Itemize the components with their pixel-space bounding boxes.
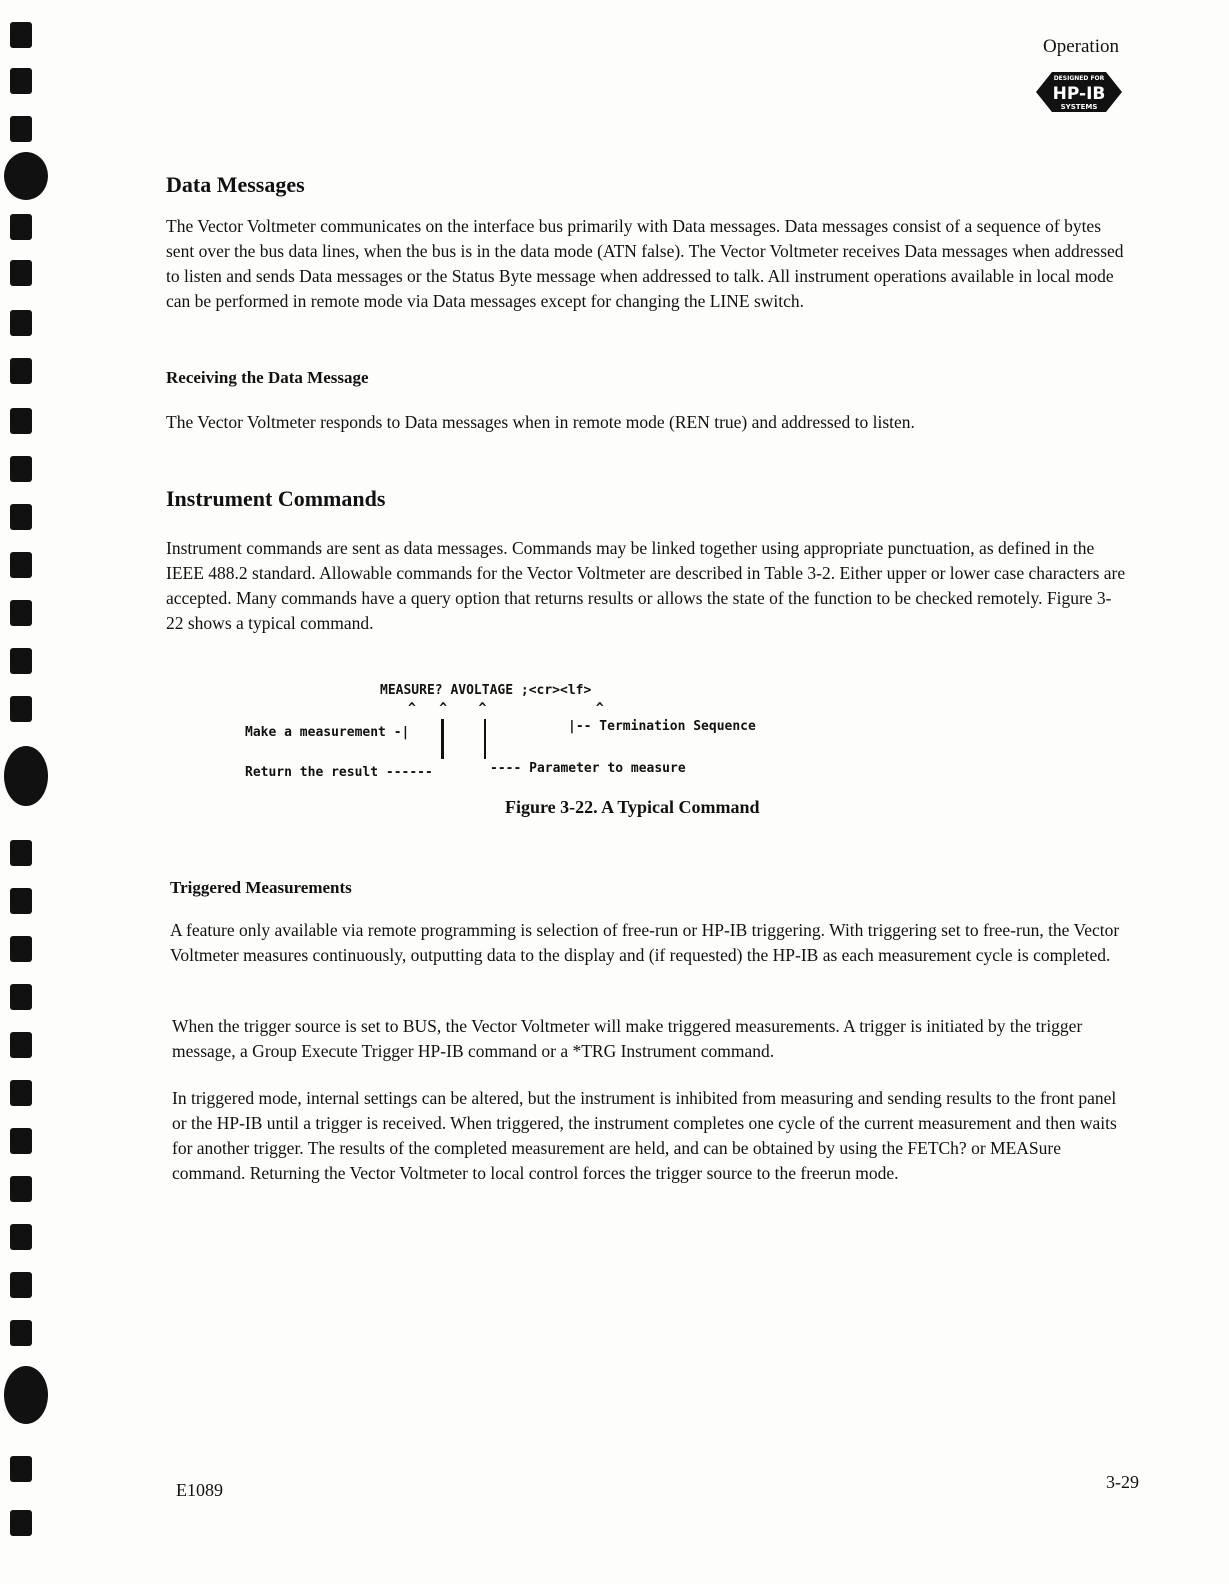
- header-section-title: Operation: [1043, 36, 1119, 57]
- figure-connector-line: [484, 719, 486, 759]
- figure-carets: ^ ^ ^ ^: [408, 701, 604, 716]
- hp-ib-logo: [1036, 70, 1122, 114]
- binding-hole: [10, 358, 32, 384]
- footer-doc-id: E1089: [176, 1480, 223, 1500]
- binding-hole: [10, 1176, 32, 1202]
- binding-hole: [10, 936, 32, 962]
- binding-hole: [10, 1128, 32, 1154]
- receiving-data-heading: Receiving the Data Message: [166, 368, 369, 387]
- data-messages-heading: Data Messages: [166, 172, 305, 197]
- binding-hole: [10, 1272, 32, 1298]
- binding-hole: [10, 68, 32, 94]
- binding-hole: [10, 600, 32, 626]
- data-messages-paragraph: The Vector Voltmeter communicates on the interface bus primarily with Data messages. Data messages consist of a sequence of bytes sent over the bus data lines, when the bus is in the data mode (ATN false). The Vector Voltmeter receives Data messages when addressed to listen and sends Data messages or the Status Byte message when addressed to talk. All instrument operations available in local mode can be performed in remote mode via Data messages except for changing the LINE switch.: [166, 216, 1124, 311]
- binding-hole: [10, 408, 32, 434]
- logo-main-text: HP-IB: [1052, 84, 1106, 104]
- triggered-paragraph-2: When the trigger source is set to BUS, the Vector Voltmeter will make triggered measurements. A trigger is initiated by the trigger message, a Group Execute Trigger HP-IB command or a *TRG Instrument command.: [172, 1016, 1083, 1061]
- logo-bottom-text: SYSTEMS: [1060, 103, 1098, 111]
- binding-hole: [10, 22, 32, 48]
- binding-hole: [10, 984, 32, 1010]
- logo-top-text: DESIGNED FOR: [1053, 75, 1105, 82]
- figure-label-termination: |-- Termination Sequence: [568, 719, 756, 734]
- binding-hole: [10, 552, 32, 578]
- binding-hole: [10, 260, 32, 286]
- binding-hole: [10, 1510, 32, 1536]
- binding-hole: [4, 1366, 48, 1424]
- binding-hole: [10, 648, 32, 674]
- binding-hole: [10, 696, 32, 722]
- figure-label-make: Make a measurement -|: [245, 725, 410, 740]
- receiving-data-paragraph: The Vector Voltmeter responds to Data messages when in remote mode (REN true) and addressed to listen.: [166, 412, 915, 432]
- binding-hole: [10, 1224, 32, 1250]
- binding-hole: [10, 1456, 32, 1482]
- figure-label-return: Return the result ------: [245, 765, 433, 780]
- binding-hole: [10, 310, 32, 336]
- figure-caption: Figure 3-22. A Typical Command: [505, 797, 760, 817]
- binding-hole: [10, 214, 32, 240]
- binding-hole: [10, 888, 32, 914]
- triggered-measurements-heading: Triggered Measurements: [170, 878, 352, 897]
- binding-hole: [10, 116, 32, 142]
- footer-page-number: 3-29: [1106, 1472, 1139, 1492]
- figure-command-text: MEASURE? AVOLTAGE ;<cr><lf>: [380, 683, 592, 698]
- triggered-paragraph-1: A feature only available via remote programming is selection of free-run or HP-IB triggering. With triggering set to free-run, the Vector Voltmeter measures continuously, outputting data to the display and (if requested) the HP-IB as each measurement cycle is completed.: [170, 920, 1120, 965]
- binding-hole: [10, 1032, 32, 1058]
- figure-connector-line: [441, 719, 444, 759]
- binding-hole: [10, 456, 32, 482]
- binding-hole: [4, 152, 48, 200]
- binding-holes: [0, 0, 48, 1584]
- figure-label-parameter: ---- Parameter to measure: [490, 761, 686, 776]
- triggered-paragraph-3: In triggered mode, internal settings can be altered, but the instrument is inhibited from measuring and sending results to the front panel or the HP-IB until a trigger is received. When triggered, the instrument completes one cycle of the current measurement and then waits for another trigger. The results of the completed measurement are held, and can be obtained by using the FETCh? or MEASure command. Returning the Vector Voltmeter to local control forces the trigger source to the freerun mode.: [172, 1088, 1117, 1183]
- binding-hole: [4, 746, 48, 806]
- binding-hole: [10, 504, 32, 530]
- instrument-commands-heading: Instrument Commands: [166, 486, 386, 511]
- binding-hole: [10, 1320, 32, 1346]
- hp-ib-logo-graphic: [1036, 70, 1122, 114]
- binding-hole: [10, 840, 32, 866]
- binding-hole: [10, 1080, 32, 1106]
- instrument-commands-paragraph: Instrument commands are sent as data messages. Commands may be linked together using appropriate punctuation, as defined in the IEEE 488.2 standard. Allowable commands for the Vector Voltmeter are described in Table 3-2. Either upper or lower case characters are accepted. Many commands have a query option that returns results or allows the state of the function to be checked remotely. Figure 3-22 shows a typical command.: [166, 538, 1126, 633]
